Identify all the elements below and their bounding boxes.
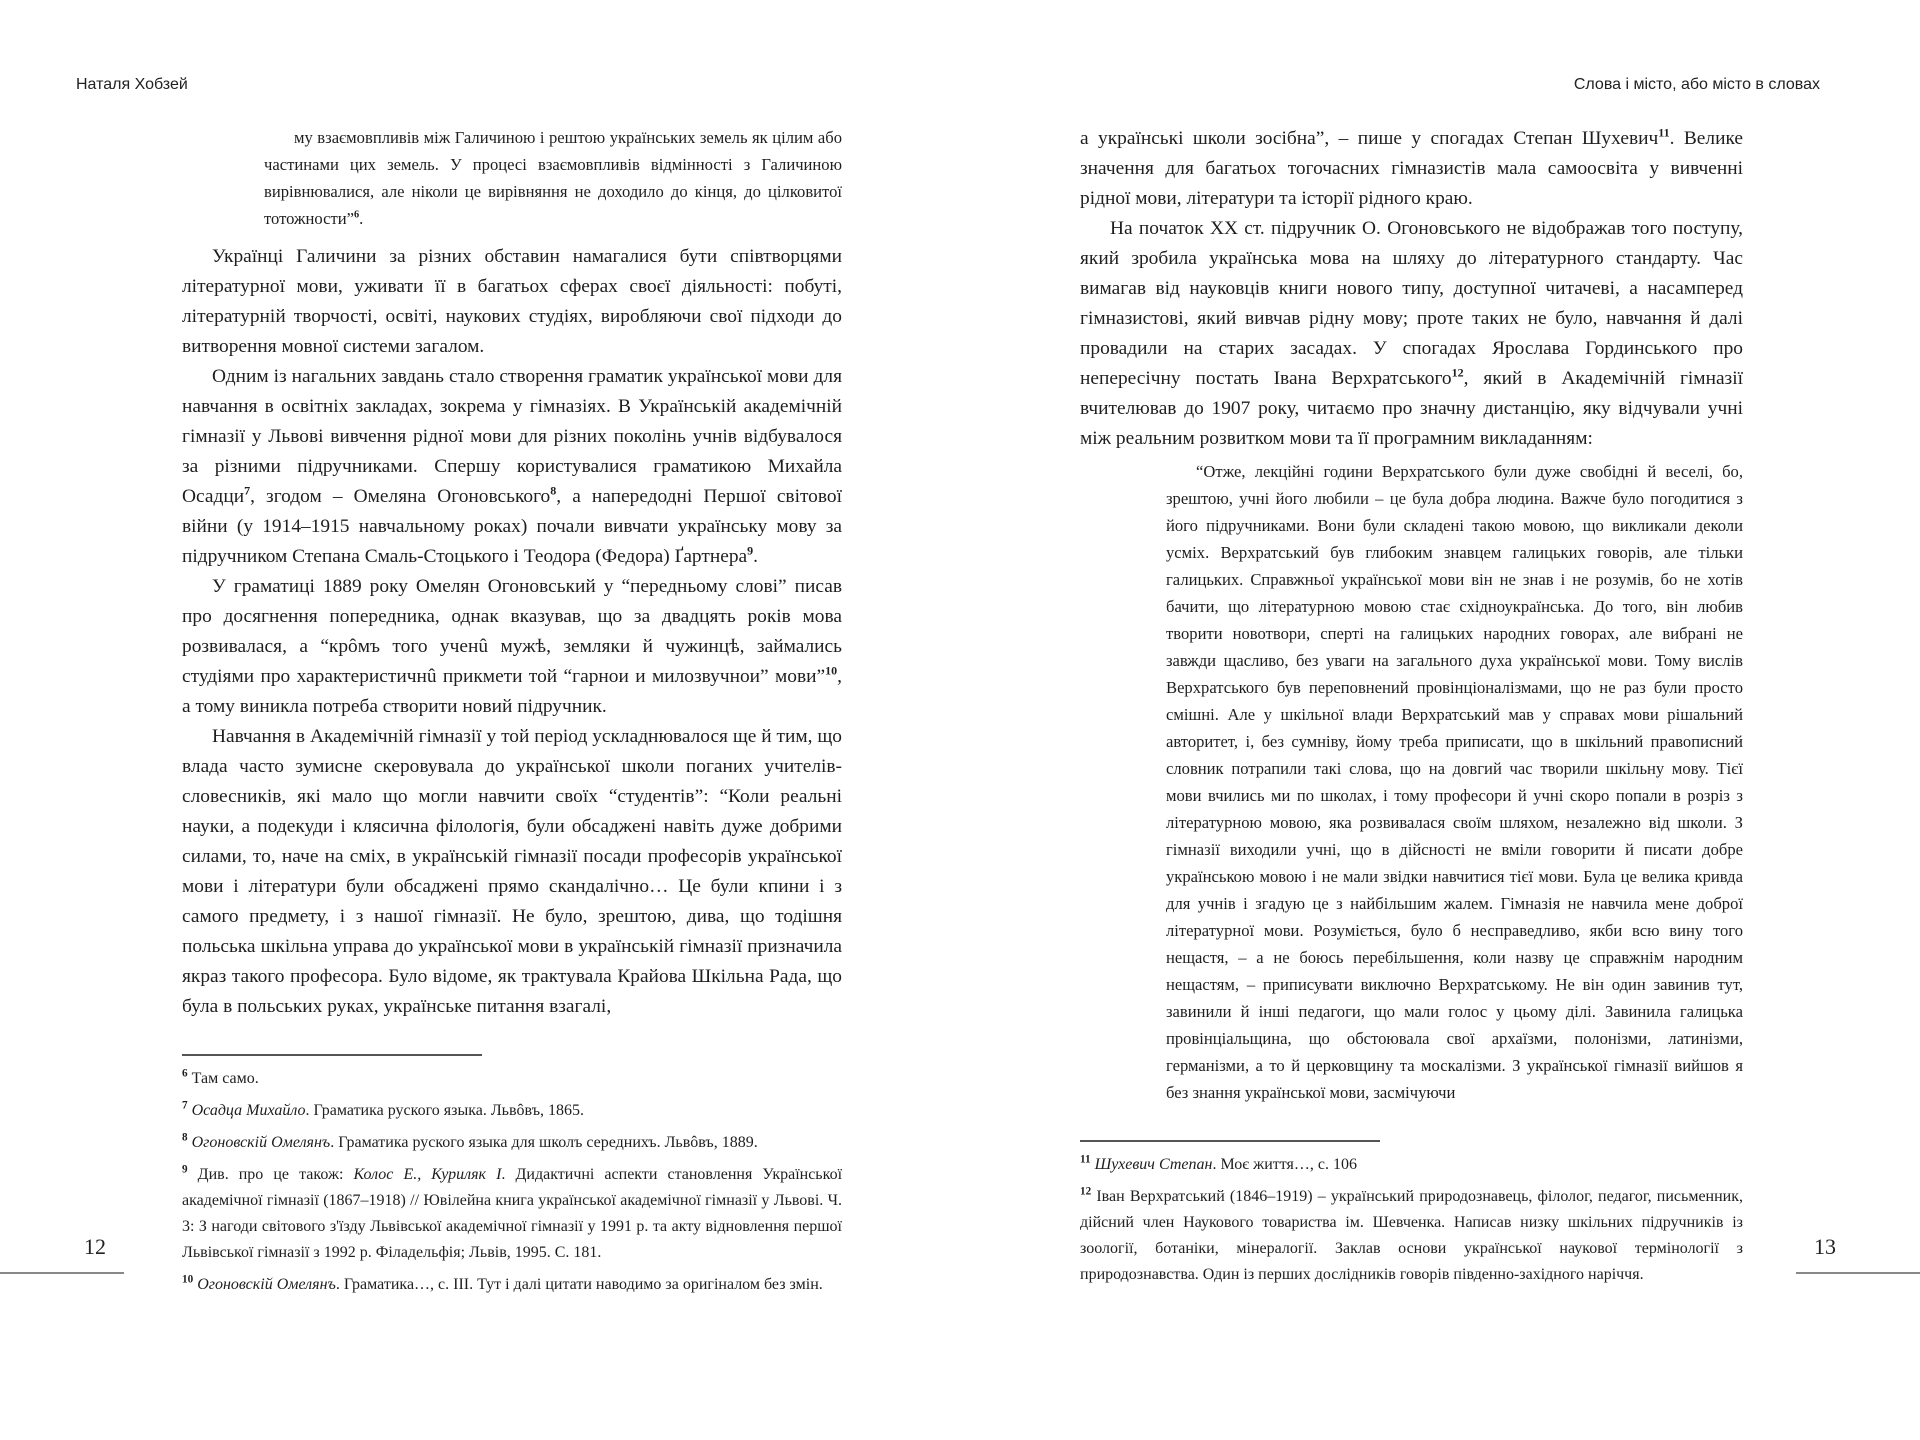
footnote-author: Огоновскій Омелянъ [191, 1134, 331, 1151]
footnote-number: 10 [182, 1273, 194, 1286]
paragraph-1: Українці Галичини за різних обставин намагалися бути співтворцями літературної мови, уживати її в багатьох сферах своєї діяльності: побуті, літературній творчості, освіті, наукових студіях, виробляючи свої підходи до витворення мовної системи загалом. [182, 246, 842, 357]
footnote-12 [1080, 1184, 1743, 1288]
paragraph-2-part-b: , згодом – Омеляна Огоновського [250, 486, 551, 507]
left-body-text [182, 124, 842, 1022]
footnote-number: 9 [182, 1163, 188, 1176]
footnote-text: . Моє життя…, с. 106 [1212, 1156, 1357, 1173]
footnote-divider [182, 1054, 482, 1056]
paragraph-2-part-c: , а напередодні Першої світової війни (у 1914–1915 навчальному роках) почали вивчати українську мову за підручником Степана Смаль-Стоцького і Теодора (Федора) Ґартнера [182, 486, 842, 567]
footnote-text: . Граматика руского языка для школъ середнихъ. Львôвъ, 1889. [330, 1134, 758, 1151]
running-head-title: Слова і місто, або місто в словах [1573, 76, 1820, 93]
footnote-author: Шухевич Степан [1094, 1156, 1213, 1173]
footnote-prefix: Див. про це також: [197, 1166, 354, 1183]
paragraph-r2-part-a: На початок ХХ ст. підручник О. Огоновського не відображав того поступу, який зробила українська мова на шляху до літературного стандарту. Час вимагав від науковців книги нового типу, доступної читачеві, а насамперед гімназистові, який вивчав рідну мову; проте таких не було, навчання й далі провадили на старих засадах. У спогадах Ярослава Гординського про непересічну постать Івана Верхратського [1080, 218, 1743, 389]
footnote-text: Іван Верхратський (1846–1919) – український природознавець, філолог, педагог, письменник, дійсний член Наукового товариства ім. Шевченка. Написав низку шкільних підручників із зоології, ботаніки, мінералогії. Заклав основи української наукової термінології з природознавства. Один із перших дослідників говорів південно-західного наріччя. [1080, 1188, 1744, 1283]
paragraph-2 [182, 362, 842, 572]
paragraph-2-part-a: Одним із нагальних завдань стало створення граматик української мови для навчання в освітніх закладах, зокрема у гімназіях. В Українській академічній гімназії у Львові вивчення рідної мови для різних поколінь учнів відбувалося за різними підручниками. Спершу користувалися граматикою Михайла Осадци [182, 366, 842, 507]
footnote-ref-10: 10 [825, 663, 838, 678]
right-footnotes [1080, 1152, 1743, 1294]
footnote-11 [1080, 1152, 1743, 1178]
running-head-author: Наталя Хобзей [76, 76, 188, 93]
block-quote-continued [264, 124, 842, 232]
footnote-9 [182, 1162, 842, 1266]
footnote-author: Колос Е., Куриляк І [353, 1166, 502, 1183]
quote-text: му взаємовпливів між Галичиною і рештою українських земель як цілим або частинами цих земель. У процесі взаємовпливів відмінності з Галичиною вирівнювалися, але ніколи це вирівняння не доходило до кінця, до цілковитої тотожности”$^6$. [264, 128, 842, 228]
page-number-right: 13 [1814, 1234, 1836, 1259]
footnote-ref-6: 6 [353, 209, 360, 221]
paragraph-3-part-a: У граматиці 1889 року Омелян Огоновський у “передньому слові” писав про досягнення попередника, однак вказував, що за двадцять років мова розвивалася, а “крôмъ того ученû мужѣ, земляки й чужинцѣ, займались студіями про характеристичнû прикмети той “гарнои и милозвучнои” мови” [182, 576, 842, 687]
paragraph-r1 [1080, 124, 1743, 214]
paragraph-3-part-b: , а тому виникла потреба створити новий підручник. [182, 666, 842, 717]
page-edge-rule-right [1796, 1272, 1920, 1274]
right-body-text [1080, 124, 1743, 1106]
paragraph-3 [182, 572, 842, 722]
footnote-author: Осадца Михайло [191, 1102, 306, 1119]
footnote-8 [182, 1130, 842, 1156]
footnote-6 [182, 1066, 842, 1092]
footnote-number: 6 [182, 1067, 188, 1080]
paragraph-4: Навчання в Академічній гімназії у той період ускладнювалося ще й тим, що влада часто зумисне скеровувала до української школи поганих учителів-словесників, які мало що могли навчити своїх “студентів”: “Коли реальні науки, а подекуди і клясична філологія, були обсаджені навіть дуже добрими силами, то, наче на сміх, в українській гімназії посади професорів української мови і літератури були обсаджені прямо скандалічно… Це були кпини і з самого предмету, і з нашої гімназії. Не було, зрештою, дива, що тодішня польська шкільна управа до української мови в українській гімназії призначила якраз такого професора. Було відоме, як трактувала Крайова Шкільна Рада, що була в польських руках, українське питання взагалі, [182, 726, 842, 1017]
footnote-text: . Граматика руского языка. Львôвъ, 1865. [305, 1102, 584, 1119]
page-number-left: 12 [84, 1234, 106, 1259]
footnote-ref-8: 8 [550, 483, 557, 498]
footnote-number: 7 [182, 1099, 188, 1112]
quote-text: “Отже, лекційні години Верхратського були дуже свобідні й веселі, бо, зрештою, учні його любили – це була добра людина. Важче було погодитися з його підручниками. Вони були складені такою мовою, що викликали деколи усміх. Верхратський був глибоким знавцем галицьких говорів, але тільки галицьких. Справжньої української мови він не знав і не розумів, бо не хотів бачити, що літературною мовою стає східноукраїнська. До того, він любив творити новотвори, сперті на галицьких народних говорах, але вибрані не завжди щасливо, без уваги на загального духа української мови. Тому вислів Верхратського був переповнений провінціоналізмами, що не раз були просто смішні. Але у шкільної влади Верхратський мав у справах мови рішальний авторитет, і, без сумніву, йому треба приписати, що в шкільний правописний словник потрапили такі слова, що на довгий час творили шкільну мову. Тієї мови вчились ми по школах, і тому професори й учні скоро попали в розріз з літературною мовою, яка розвивалася своїм шляхом, незалежно від школи. З гімназії виходили учні, що в дійсності не вміли говорити й писати добре українською мовою і не мали звідки навчитися тієї мови. Була це велика кривда для учнів і згадую це з найбільшим жалем. Гімназія не навчила мене доброї літературної мови. Розуміється, було б несправедливо, якби всю вину того нещастя, – а не боюсь перебільшення, коли назву це справжнім народним нещастям, – приписувати виключно Верхратському. Не він один завинив тут, завинили й інші педагоги, що мали голос у цьому ділі. Завинила галицька провінціальщина, що обстоювала свої архаїзми, полонізми, латинізми, германізми, а то й церковщину та москалізми. З української гімназії вийшов я без знання української мови, засмічуючи [1166, 462, 1743, 1102]
footnote-author: Огоновскій Омелянъ [197, 1276, 336, 1293]
paragraph-r1-part-a: а українські школи зосібна”, – пише у спогадах Степан Шухевич [1080, 128, 1659, 149]
footnote-ref-9: 9 [747, 543, 754, 558]
footnote-divider [1080, 1140, 1380, 1142]
footnote-ref-12: 12 [1451, 365, 1464, 380]
paragraph-r2 [1080, 214, 1743, 454]
footnote-text: . Граматика…, с. ІІІ. Тут і далі цитати наводимо за оригіналом без змін. [335, 1276, 823, 1293]
paragraph-2-part-d: . [753, 546, 759, 567]
right-page [960, 0, 1920, 1440]
footnote-10 [182, 1272, 842, 1298]
footnote-text: Там само. [191, 1070, 259, 1087]
quote-text-content: му взаємовпливів між Галичиною і рештою українських земель як цілим або частинами цих земель. У процесі взаємовпливів відмінності з Галичиною вирівнювалися, але ніколи це вирівняння не доходило до кінця, до цілковитої тотожности” [264, 128, 842, 228]
footnote-number: 8 [182, 1131, 188, 1144]
footnote-text: . Дидактичні аспекти становлення Української академічної гімназії (1867–1918) // Ювілейна книга української академічної гімназії у Львові. Ч. 3: З нагоди світового з'їзду Львівської академічної гімназії у 1991 р. та акту відновлення першої Львівської гімназії з 1992 р. Філадельфія; Львів, 1995. С. 181. [182, 1166, 843, 1261]
block-quote-verkhratsky [1166, 458, 1743, 1106]
left-footnotes [182, 1066, 842, 1304]
paragraph-r2-part-b: , який в Академічній гімназії вчителював до 1907 року, читаємо про значну дистанцію, яку відчували учні між реальним розвитком мови та її програмним викладанням: [1080, 368, 1743, 449]
footnote-ref-7: 7 [244, 483, 251, 498]
footnote-number: 11 [1080, 1153, 1091, 1166]
footnote-7 [182, 1098, 842, 1124]
page-edge-rule-left [0, 1272, 124, 1274]
footnote-number: 12 [1080, 1185, 1092, 1198]
footnote-ref-11: 11 [1658, 125, 1670, 140]
paragraph-r1-part-b: . Велике значення для багатьох тогочасних гімназистів мала самоосвіта у вивченні рідної мови, літератури та історії рідного краю. [1080, 128, 1743, 209]
